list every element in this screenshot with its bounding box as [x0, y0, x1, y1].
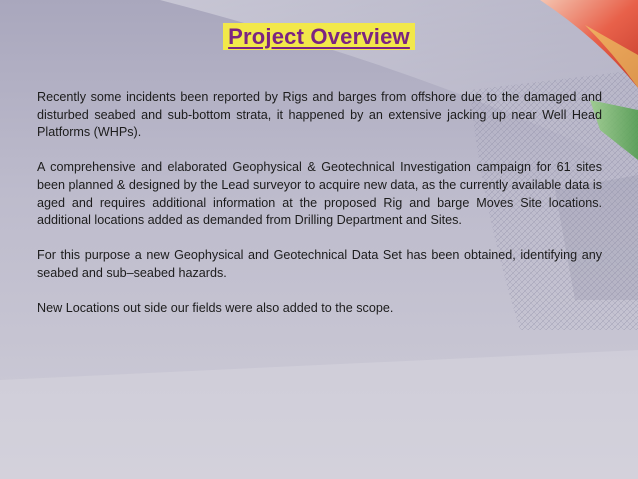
page-title: [0, 24, 638, 50]
paragraph-data-set: For this purpose a new Geophysical and Geotechnical Data Set has been obtained, identifying any seabed and sub–seabed hazards.: [37, 248, 602, 280]
paragraph-new-locations: New Locations out side our fields were also added to the scope.: [37, 301, 394, 316]
page-title-text: Project Overview: [223, 23, 415, 50]
body-text: [37, 89, 602, 335]
paragraph-campaign: A comprehensive and elaborated Geophysical & Geotechnical Investigation campaign for 61 sites been planned & designed by the Lead surveyor to acquire new data, as the currently available data is aged and requires additional information at the proposed Rig and barge Moves Site locations. additional locations added as demanded from Drilling Department and Sites.: [37, 160, 602, 228]
paragraph-incidents: Recently some incidents been reported by Rigs and barges from offshore due to the damaged and disturbed seabed and sub-bottom strata, it happened by an extensive jacking up near Well Head Platforms (WHPs).: [37, 90, 602, 140]
bottom-haze: [0, 350, 638, 479]
